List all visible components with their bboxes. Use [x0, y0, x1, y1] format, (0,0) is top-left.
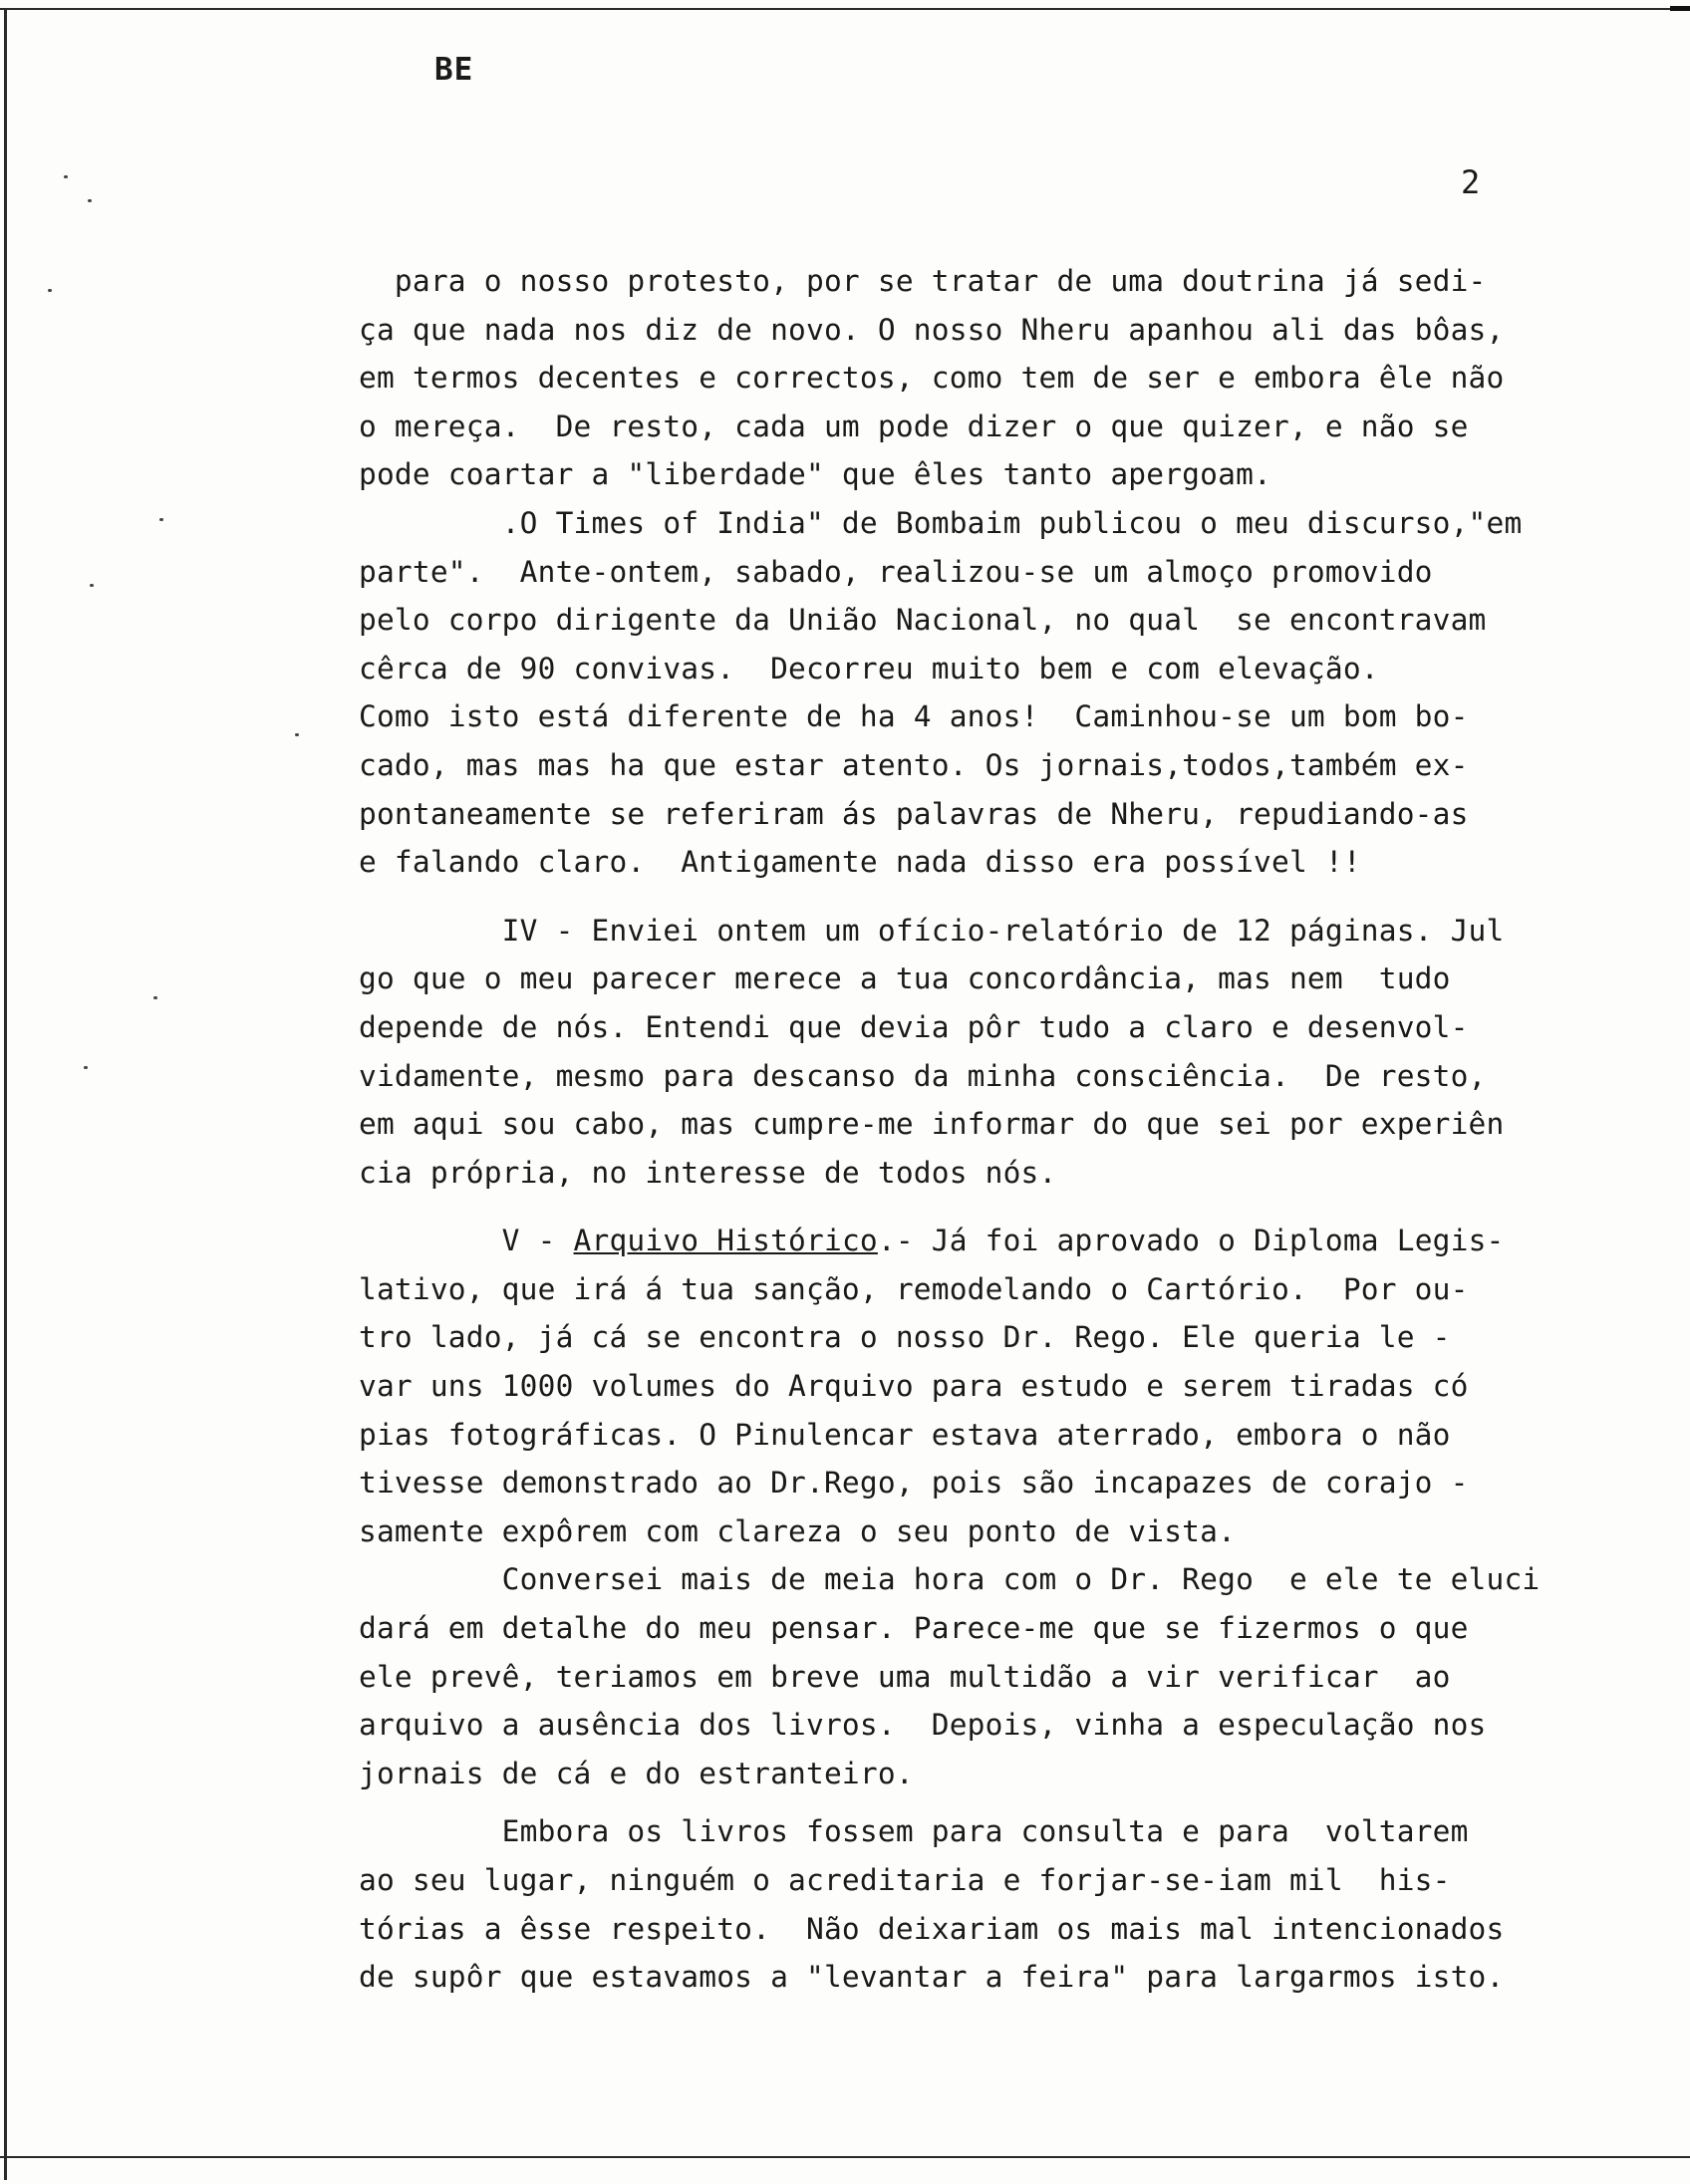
text-line: tro lado, já cá se encontra o nosso Dr. Rego. Ele queria le -: [359, 1320, 1451, 1355]
text-line: ele prevê, teriamos em breve uma multidão a vir verificar ao: [359, 1659, 1451, 1694]
text-line: pelo corpo dirigente da União Nacional, no qual se encontravam: [359, 603, 1487, 638]
text-line: pode coartar a "liberdade" que êles tanto apergoam.: [359, 457, 1271, 492]
text-line: var uns 1000 volumes do Arquivo para estudo e serem tiradas có: [359, 1369, 1469, 1404]
text-line: .O Times of India" de Bombaim publicou o meu discurso,"em: [359, 505, 1523, 540]
text-line: jornais de cá e do estranteiro.: [359, 1756, 914, 1790]
text-line: em termos decentes e correctos, como tem de ser e embora êle não: [359, 361, 1505, 396]
text-line: e falando claro. Antigamente nada disso era possível !!: [359, 845, 1361, 880]
text-line: vidamente, mesmo para descanso da minha consciência. De resto,: [359, 1058, 1487, 1093]
text-line: tivesse demonstrado ao Dr.Rego, pois são incapazes de corajo -: [359, 1466, 1469, 1501]
text-line: cia própria, no interesse de todos nós.: [359, 1155, 1057, 1190]
text-line: tórias a êsse respeito. Não deixariam os mais mal intencionados: [359, 1911, 1505, 1946]
text-line: ao seu lugar, ninguém o acreditaria e forjar-se-iam mil his-: [359, 1863, 1451, 1897]
arquivo-heading: Arquivo Histórico: [573, 1224, 878, 1258]
text-line: cêrca de 90 convivas. Decorreu muito bem e com elevação.: [359, 651, 1379, 685]
letter-body: [359, 257, 1654, 2002]
section-prefix: V -: [359, 1224, 574, 1258]
page-left-edge: [4, 8, 7, 2180]
text-line: depende de nós. Entendi que devia pôr tudo a claro e desenvol-: [359, 1009, 1469, 1044]
corner-mark: [1670, 6, 1690, 11]
page-number: 2: [1461, 163, 1481, 201]
text-line: lativo, que irá á tua sanção, remodelando o Cartório. Por ou-: [359, 1271, 1469, 1306]
text-line: go que o meu parecer merece a tua concordância, mas nem tudo: [359, 961, 1451, 996]
text-line: Como isto está diferente de ha 4 anos! Caminhou-se um bom bo-: [359, 699, 1469, 734]
text-line: de supôr que estavamos a "levantar a feira" para largarmos isto.: [359, 1960, 1505, 1995]
page-top-edge: [0, 8, 1674, 10]
text-line: Conversei mais de meia hora com o Dr. Rego e ele te eluci: [359, 1562, 1541, 1597]
arquivo-heading-line: [359, 1217, 1654, 1265]
page-bottom-edge: [0, 2156, 1690, 2158]
text-line: samente expôrem com clareza o seu ponto de vista.: [359, 1513, 1237, 1548]
text-line: ça que nada nos diz de novo. O nosso Nheru apanhou ali das bôas,: [359, 312, 1505, 347]
text-line: para o nosso protesto, por se tratar de uma doutrina já sedi-: [359, 264, 1487, 298]
text-line: IV - Enviei ontem um ofício-relatório de 12 páginas. Jul: [359, 913, 1505, 948]
text-line: dará em detalhe do meu pensar. Parece-me que se fizermos o que: [359, 1611, 1469, 1646]
text-line: pias fotográficas. O Pinulencar estava aterrado, embora o não: [359, 1417, 1451, 1452]
section-suffix: .- Já foi aprovado o Diploma Legis-: [877, 1224, 1505, 1258]
text-line: Embora os livros fossem para consulta e para voltarem: [359, 1814, 1469, 1849]
text-line: parte". Ante-ontem, sabado, realizou-se um almoço promovido: [359, 554, 1433, 589]
text-line: o mereça. De resto, cada um pode dizer o que quizer, e não se: [359, 409, 1469, 443]
header-code: BE: [434, 52, 474, 88]
text-line: pontaneamente se referiram ás palavras de Nheru, repudiando-as: [359, 796, 1469, 831]
text-line: em aqui sou cabo, mas cumpre-me informar do que sei por experiên: [359, 1107, 1505, 1142]
text-line: arquivo a ausência dos livros. Depois, vinha a especulação nos: [359, 1708, 1487, 1743]
text-line: cado, mas mas ha que estar atento. Os jornais,todos,também ex-: [359, 747, 1469, 782]
